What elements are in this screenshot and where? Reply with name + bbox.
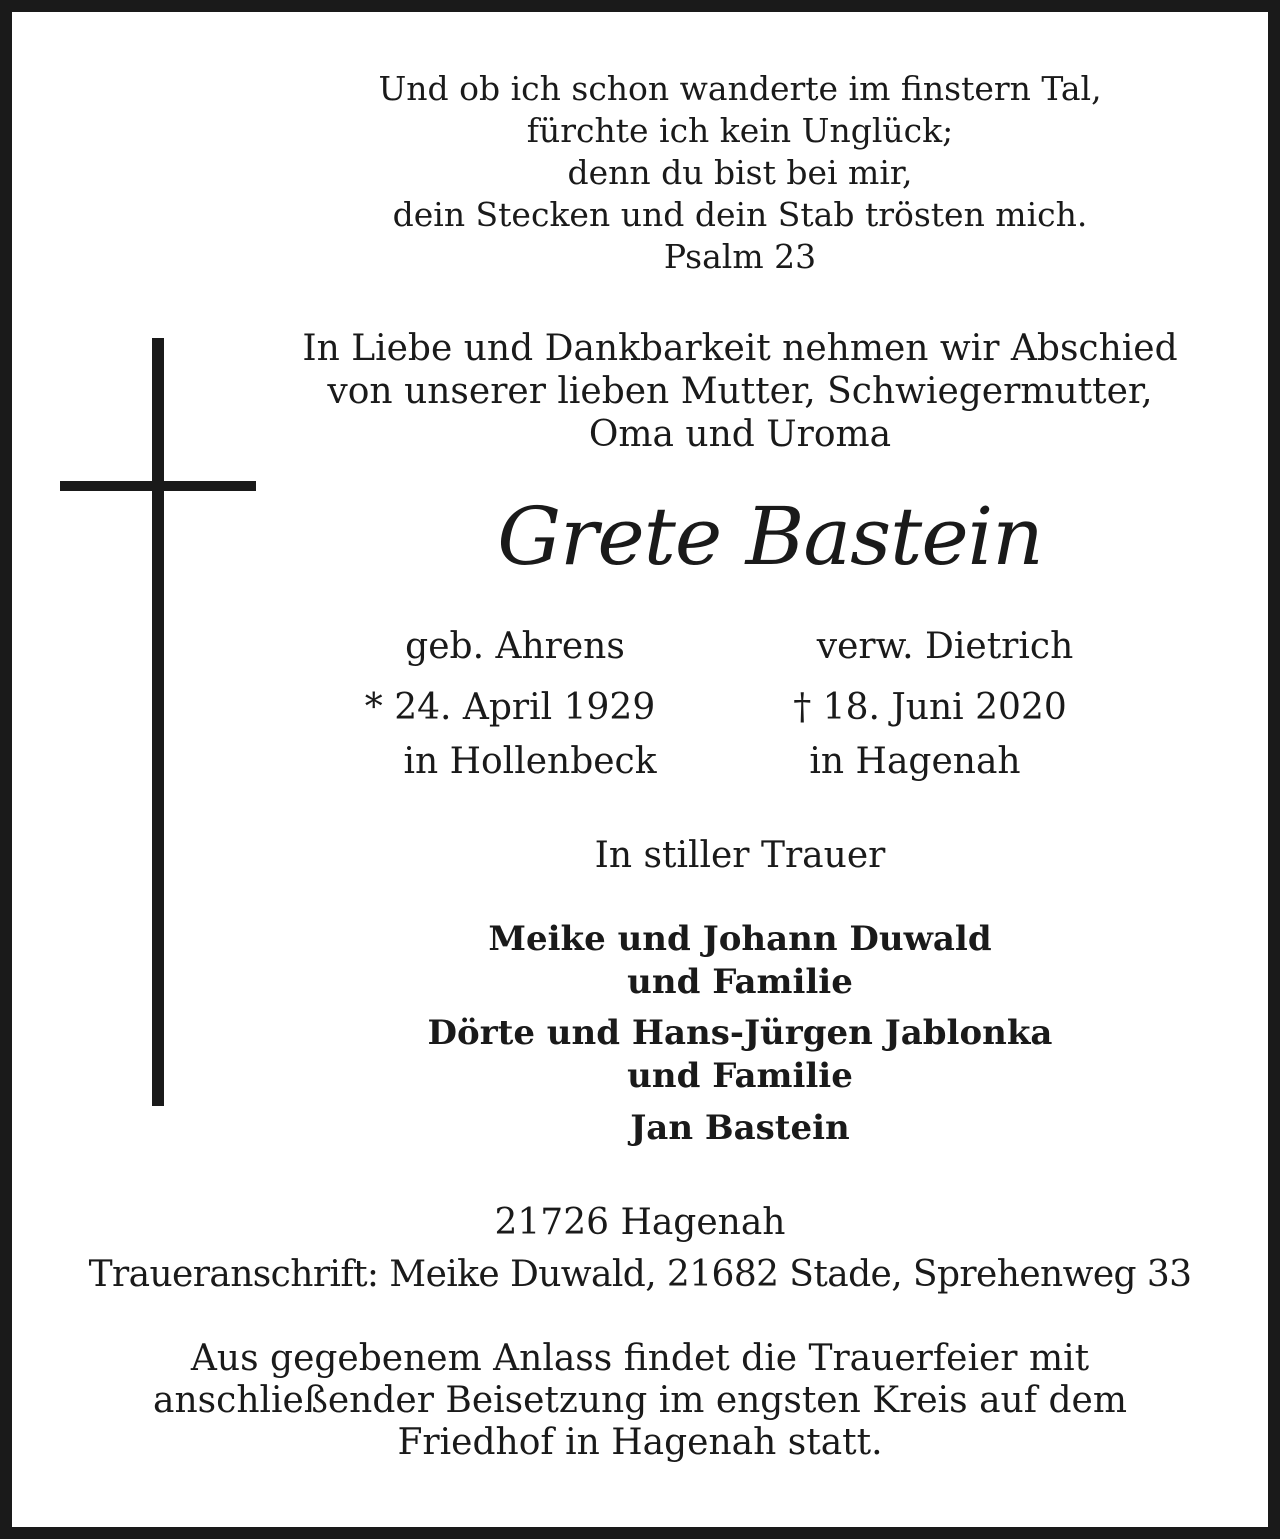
notice-line: Aus gegebenem Anlass findet die Trauerfeier mit (190, 1338, 1090, 1379)
psalm-line: Und ob ich schon wanderte im finstern Tal, (378, 69, 1102, 108)
family-entry (340, 1012, 1140, 1098)
ceremony-notice (80, 1338, 1200, 1464)
family-suffix: und Familie (627, 1056, 853, 1096)
intro-line: In Liebe und Dankbarkeit nehmen wir Abschied (302, 328, 1178, 369)
family-entry (340, 1107, 1140, 1150)
psalm-line: fürchte ich kein Unglück; (526, 111, 954, 150)
address-contact: Traueranschrift: Meike Duwald, 21682 Stade, Sprehenweg 33 (88, 1254, 1192, 1295)
address-town: 21726 Hagenah (494, 1202, 786, 1243)
psalm-line: denn du bist bei mir, (567, 153, 913, 192)
family-entry (340, 918, 1140, 1004)
death-place: in Hagenah (809, 741, 1021, 782)
intro-line: von unserer lieben Mutter, Schwiegermutter, (327, 371, 1153, 412)
intro-line: Oma und Uroma (588, 414, 892, 455)
maiden-name: geb. Ahrens (405, 626, 625, 667)
birth-date: * 24. April 1929 (364, 687, 656, 728)
psalm-quote (300, 68, 1180, 278)
cross-icon-bar (60, 481, 256, 491)
notice-line: Friedhof in Hagenah statt. (397, 1422, 883, 1463)
family-name: Meike und Johann Duwald (488, 919, 992, 959)
family-name: Dörte und Hans-Jürgen Jablonka (427, 1013, 1053, 1053)
death-date: † 18. Juni 2020 (793, 687, 1067, 728)
psalm-line: dein Stecken und dein Stab trösten mich. (392, 195, 1088, 234)
intro-text (280, 327, 1200, 456)
cross-icon (152, 338, 164, 1106)
deceased-name: Grete Bastein (497, 490, 1043, 583)
widowed-name: verw. Dietrich (816, 626, 1074, 667)
psalm-reference: Psalm 23 (663, 237, 817, 276)
birth-place: in Hollenbeck (403, 741, 657, 782)
notice-line: anschließender Beisetzung im engsten Kreis auf dem (153, 1380, 1127, 1421)
family-suffix: und Familie (627, 962, 853, 1002)
family-name: Jan Bastein (630, 1108, 850, 1148)
mourning-label: In stiller Trauer (594, 835, 886, 876)
